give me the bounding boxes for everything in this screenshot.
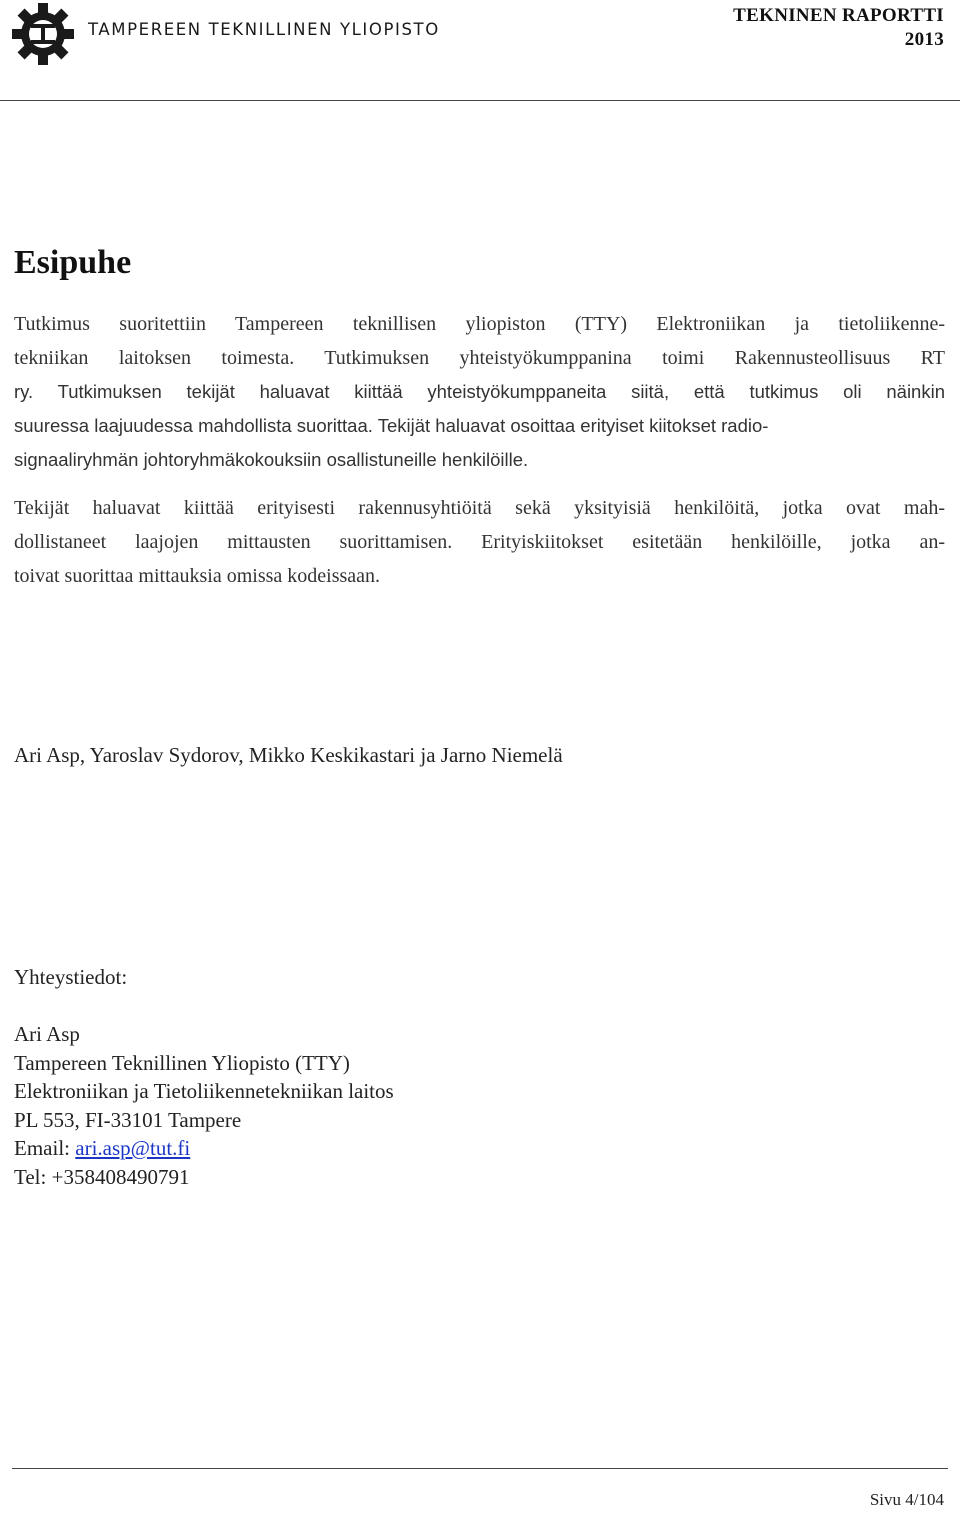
authors: Ari Asp, Yaroslav Sydorov, Mikko Keskikastari ja Jarno Niemelä [14, 743, 563, 767]
university-logo-icon [12, 3, 74, 65]
contact-name: Ari Asp [14, 1022, 80, 1046]
footer-divider [12, 1468, 948, 1469]
section-heading: Esipuhe [14, 244, 132, 281]
contact-email-row [14, 1134, 394, 1163]
paragraph-line: Tutkimus suoritettiin Tampereen teknillisen yliopiston (TTY) Elektroniikan ja tietoliikenne- [14, 313, 945, 335]
contact-block [14, 1020, 394, 1191]
report-label [733, 4, 944, 52]
paragraph-2 [14, 491, 945, 593]
paragraph-line: signaaliryhmän johtoryhmäkokouksiin osallistuneille henkilöille. [14, 449, 529, 470]
contact-department: Elektroniikan ja Tietoliikennetekniikan laitos [14, 1079, 394, 1103]
report-type: TEKNINEN RAPORTTI [733, 5, 944, 26]
paragraph-line: toivat suorittaa mittauksia omissa kodeissaan. [14, 565, 381, 587]
paragraph-line: Tekijät haluavat kiittää erityisesti rakennusyhtiöitä sekä yksityisiä henkilöitä, jotka ovat mah- [14, 497, 945, 519]
contact-address: PL 553, FI-33101 Tampere [14, 1107, 242, 1132]
email-link[interactable]: ari.asp@tut.fi [75, 1136, 191, 1160]
header-divider [0, 100, 960, 101]
paragraph-line: suuressa laajuudessa mahdollista suorittaa. Tekijät haluavat osoittaa erityiset kiitokset radio- [14, 415, 769, 436]
report-year: 2013 [904, 29, 944, 50]
email-label: Email: [14, 1136, 76, 1160]
contact-phone: Tel: +358408490791 [14, 1164, 190, 1189]
paragraph-line: dollistaneet laajojen mittausten suorittamisen. Erityiskiitokset esitetään henkilöille, jotka an- [14, 531, 945, 553]
paragraph-line: tekniikan laitoksen toimesta. Tutkimuksen yhteistyökumppanina toimi Rakennusteollisuus RT [14, 347, 945, 369]
paragraph-line: ry. Tutkimuksen tekijät haluavat kiittää yhteistyökumppaneita siitä, että tutkimus oli näinkin [14, 381, 945, 402]
contact-organization: Tampereen Teknillinen Yliopisto (TTY) [14, 1050, 350, 1075]
page-number: Sivu 4/104 [869, 1490, 944, 1509]
paragraph-1 [14, 307, 945, 477]
university-name: TAMPEREEN TEKNILLINEN YLIOPISTO [88, 20, 440, 39]
contact-heading: Yhteystiedot: [14, 965, 128, 989]
